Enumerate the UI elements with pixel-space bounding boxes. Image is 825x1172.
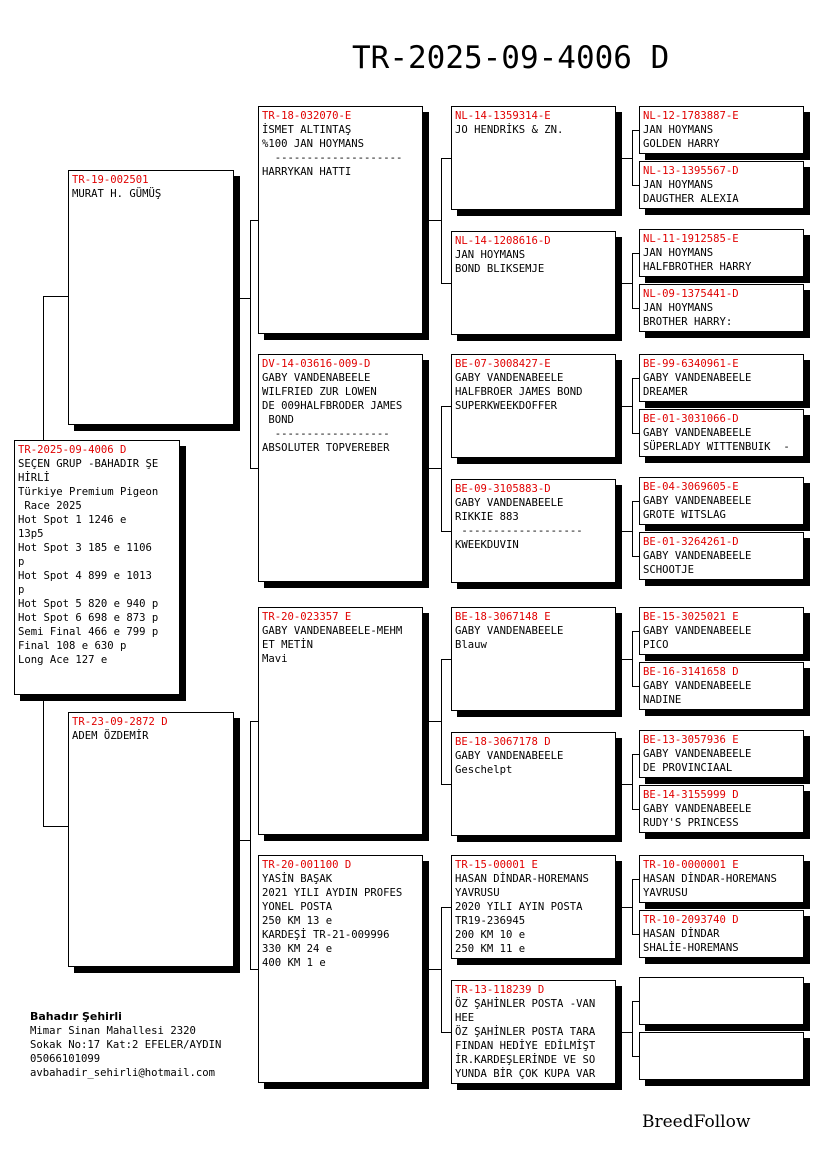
card-line: SUPERKWEEKDOFFER [455,400,558,412]
connector-line [632,130,633,185]
card-line: HASAN DİNDAR-HOREMANS [643,873,777,885]
ring-number: BE-01-3031066-D [643,413,739,425]
connector-line [441,659,451,660]
ring-number: BE-15-3025021 E [643,611,739,623]
ring-number: BE-07-3008427-E [455,358,551,370]
card-line: HALFBROTHER HARRY [643,261,752,273]
card-line: JAN HOYMANS [643,247,714,259]
connector-line [250,969,258,970]
ring-number: BE-13-3057936 E [643,734,739,746]
card-line: HASAN DİNDAR-HOREMANS [455,873,589,885]
card-line: GABY VANDENABEELE-MEHM [262,625,403,637]
connector-line [250,721,251,969]
card-gen4[interactable] [639,607,804,655]
card-line: PICO [643,639,669,651]
connector-line [622,907,632,908]
card-line: GABY VANDENABEELE [643,495,752,507]
ring-number: NL-12-1783887-E [643,110,739,122]
card-line: RUDY'S PRINCESS [643,817,739,829]
connector-line [632,809,639,810]
card-line: HALFBROER JAMES BOND [455,386,583,398]
card-line: SÜPERLADY WITTENBUIK - [643,441,790,453]
owner-name: Bahadır Şehirli [30,1010,122,1023]
card-line: GOLDEN HARRY [643,138,720,150]
connector-line [43,296,44,441]
card-line: Hot Spot 6 698 e 873 p [18,612,159,624]
card-line: NADINE [643,694,682,706]
connector-line [622,283,632,284]
card-line: DREAMER [643,386,688,398]
connector-line [622,158,632,159]
card-gen4[interactable] [639,910,804,958]
owner-phone: 05066101099 [30,1053,101,1065]
card-line: DE PROVINCIAAL [643,762,733,774]
card-gen3[interactable] [451,479,616,583]
card-line: GABY VANDENABEELE [455,372,564,384]
card-gen4[interactable] [639,977,804,1025]
card-line: 250 KM 13 e [262,915,333,927]
ring-number: TR-10-2093740 D [643,914,739,926]
card-line: RIKKIE 883 [455,511,519,523]
connector-line [441,907,451,908]
card-line: %100 JAN HOYMANS [262,138,365,150]
brand-logo: BreedFollow [642,1112,751,1132]
connector-line [632,1001,633,1056]
card-gen4[interactable] [639,855,804,903]
card-line: Hot Spot 5 820 e 940 p [18,598,159,610]
ring-number: BE-18-3067148 E [455,611,551,623]
card-line: Geschelpt [455,764,513,776]
card-line: YAVRUSU [643,887,688,899]
connector-line [441,283,451,284]
card-line: YUNDA BİR ÇOK KUPA VAR [455,1068,596,1080]
card-gen4[interactable] [639,532,804,580]
card-line: JAN HOYMANS [643,124,714,136]
card-gen2[interactable] [258,855,423,1083]
card-line: JAN HOYMANS [455,249,526,261]
connector-line [632,879,639,880]
card-gen3[interactable] [451,980,616,1084]
connector-line [632,754,633,809]
card-line: p [18,584,25,596]
card-line: Long Ace 127 e [18,654,108,666]
connector-line [622,659,632,660]
card-gen2[interactable] [258,106,423,334]
connector-line [632,934,639,935]
ring-number: TR-23-09-2872 D [72,716,168,728]
card-line: HASAN DİNDAR [643,928,720,940]
connector-line [441,158,442,283]
connector-line [632,185,639,186]
ring-number: BE-04-3069605-E [643,481,739,493]
card-line: MURAT H. GÜMÜŞ [72,188,162,200]
ring-number: BE-18-3067178 D [455,736,551,748]
card-gen3[interactable] [451,855,616,959]
card-line: Race 2025 [18,500,82,512]
connector-line [632,378,639,379]
connector-line [441,784,451,785]
card-gen2[interactable] [258,607,423,835]
connector-line [441,531,451,532]
connector-line [429,220,441,221]
card-line: Hot Spot 3 185 e 1106 [18,542,152,554]
connector-line [622,406,632,407]
card-line: KWEEKDUVIN [455,539,519,551]
card-line: Hot Spot 4 899 e 1013 [18,570,152,582]
connector-line [632,879,633,934]
ring-number: BE-16-3141658 D [643,666,739,678]
ring-number: NL-14-1359314-E [455,110,551,122]
card-line: ÖZ ŞAHİNLER POSTA TARA [455,1026,596,1038]
connector-line [632,631,639,632]
card-line: HEE [455,1012,475,1024]
card-line: BOND [262,414,294,426]
card-line: JO HENDRİKS & ZN. [455,124,564,136]
card-line: Blauw [455,639,487,651]
card-line: p [18,556,25,568]
ring-number: TR-20-023357 E [262,611,352,623]
card-line: GABY VANDENABEELE [643,680,752,692]
connector-line [429,468,441,469]
connector-line [632,1001,639,1002]
card-line: 2021 YILI AYDIN PROFES [262,887,403,899]
card-line: KARDEŞİ TR-21-009996 [262,929,390,941]
card-line: YASİN BAŞAK [262,873,333,885]
card-line: ET METİN [262,639,314,651]
card-gen4[interactable] [639,229,804,277]
connector-line [441,907,442,1032]
card-line: Hot Spot 1 1246 e [18,514,127,526]
card-line: 200 KM 10 e [455,929,526,941]
card-gen4[interactable] [639,161,804,209]
connector-line [622,531,632,532]
card-gen3[interactable] [451,732,616,836]
card-line: SCHOOTJE [643,564,695,576]
card-gen4[interactable] [639,662,804,710]
owner-info [30,1010,221,1080]
card-line: GABY VANDENABEELE [643,372,752,384]
card-line: GABY VANDENABEELE [643,748,752,760]
card-line: 330 KM 24 e [262,943,333,955]
ring-number: BE-14-3155999 D [643,789,739,801]
connector-line [43,826,68,827]
card-line: GROTE WITSLAG [643,509,726,521]
card-gen4[interactable] [639,1032,804,1080]
card-line: GABY VANDENABEELE [643,625,752,637]
connector-line [632,253,633,308]
card-line: WILFRIED ZUR LOWEN [262,386,377,398]
card-line: TR19-236945 [455,915,526,927]
ring-number: DV-14-03616-009-D [262,358,371,370]
card-line: İSMET ALTINTAŞ [262,124,352,136]
card-gen4[interactable] [639,409,804,457]
card-gen4[interactable] [639,354,804,402]
card-line: ABSOLUTER TOPVEREBER [262,442,390,454]
card-line: GABY VANDENABEELE [643,550,752,562]
card-gen4[interactable] [639,730,804,778]
connector-line [632,378,633,433]
card-line: 400 KM 1 e [262,957,326,969]
connector-line [632,754,639,755]
card-sire[interactable] [68,170,234,425]
card-line: Türkiye Premium Pigeon [18,486,159,498]
connector-line [441,158,451,159]
ring-number: NL-14-1208616-D [455,235,551,247]
ring-number: TR-13-118239 D [455,984,545,996]
ring-number: TR-15-00001 E [455,859,538,871]
card-line: GABY VANDENABEELE [455,625,564,637]
card-line: BOND BLIKSEMJE [455,263,545,275]
connector-line [441,659,442,784]
card-gen4[interactable] [639,477,804,525]
card-line: ÖZ ŞAHİNLER POSTA -VAN [455,998,596,1010]
ring-number: TR-20-001100 D [262,859,352,871]
connector-line [240,298,250,299]
connector-line [250,721,258,722]
card-gen4[interactable] [639,106,804,154]
card-line: DE 009HALFBRODER JAMES [262,400,403,412]
card-line: GABY VANDENABEELE [455,497,564,509]
card-line: BROTHER HARRY: [643,316,733,328]
card-subject[interactable] [14,440,180,695]
card-line: ------------------ [262,428,390,440]
card-line: GABY VANDENABEELE [262,372,371,384]
card-line: SHALİE-HOREMANS [643,942,739,954]
connector-line [632,686,639,687]
connector-line [240,840,250,841]
ring-number: TR-10-0000001 E [643,859,739,871]
connector-line [632,433,639,434]
card-line: GABY VANDENABEELE [643,427,752,439]
owner-line: Sokak No:17 Kat:2 EFELER/AYDIN [30,1039,222,1051]
card-line: JAN HOYMANS [643,179,714,191]
card-line: ADEM ÖZDEMİR [72,730,149,742]
connector-line [632,631,633,686]
card-line: 2020 YILI AYIN POSTA [455,901,583,913]
card-gen4[interactable] [639,785,804,833]
card-gen3[interactable] [451,106,616,210]
connector-line [429,969,441,970]
card-line: GABY VANDENABEELE [455,750,564,762]
connector-line [632,308,639,309]
card-line: 250 KM 11 e [455,943,526,955]
card-line: Final 108 e 630 p [18,640,127,652]
card-gen3[interactable] [451,607,616,711]
card-line: 13p5 [18,528,44,540]
connector-line [43,296,68,297]
card-gen3[interactable] [451,354,616,458]
card-line: ------------------- [455,525,583,537]
ring-number: BE-99-6340961-E [643,358,739,370]
ring-number: BE-01-3264261-D [643,536,739,548]
card-line: HARRYKAN HATTI [262,166,352,178]
connector-line [632,501,633,556]
connector-line [622,1032,632,1033]
card-line: FINDAN HEDİYE EDİLMİŞT [455,1040,596,1052]
connector-line [429,721,441,722]
connector-line [43,701,44,826]
card-gen4[interactable] [639,284,804,332]
card-line: YONEL POSTA [262,901,333,913]
ring-number: TR-19-002501 [72,174,149,186]
card-gen2[interactable] [258,354,423,582]
connector-line [632,1056,639,1057]
card-dam[interactable] [68,712,234,967]
connector-line [441,1032,451,1033]
connector-line [441,406,451,407]
page-title: TR-2025-09-4006 D [352,40,670,76]
ring-number: NL-09-1375441-D [643,288,739,300]
owner-email[interactable]: avbahadir_sehirli@hotmail.com [30,1067,215,1079]
ring-number: BE-09-3105883-D [455,483,551,495]
card-line: İR.KARDEŞLERİNDE VE SO [455,1054,596,1066]
ring-number: TR-2025-09-4006 D [18,444,127,456]
connector-line [441,406,442,531]
connector-line [632,556,639,557]
connector-line [632,130,639,131]
card-line: SEÇEN GRUP -BAHADIR ŞE [18,458,159,470]
card-line: GABY VANDENABEELE [643,803,752,815]
connector-line [250,220,258,221]
card-line: DAUGTHER ALEXIA [643,193,739,205]
connector-line [632,501,639,502]
card-line: YAVRUSU [455,887,500,899]
connector-line [622,784,632,785]
connector-line [250,468,258,469]
card-line: -------------------- [262,152,403,164]
connector-line [632,253,639,254]
ring-number: NL-13-1395567-D [643,165,739,177]
card-line: HİRLİ [18,472,50,484]
connector-line [250,220,251,468]
ring-number: NL-11-1912585-E [643,233,739,245]
card-line: Mavi [262,653,288,665]
card-gen3[interactable] [451,231,616,335]
ring-number: TR-18-032070-E [262,110,352,122]
card-line: JAN HOYMANS [643,302,714,314]
card-line: Semi Final 466 e 799 p [18,626,159,638]
owner-line: Mimar Sinan Mahallesi 2320 [30,1025,196,1037]
